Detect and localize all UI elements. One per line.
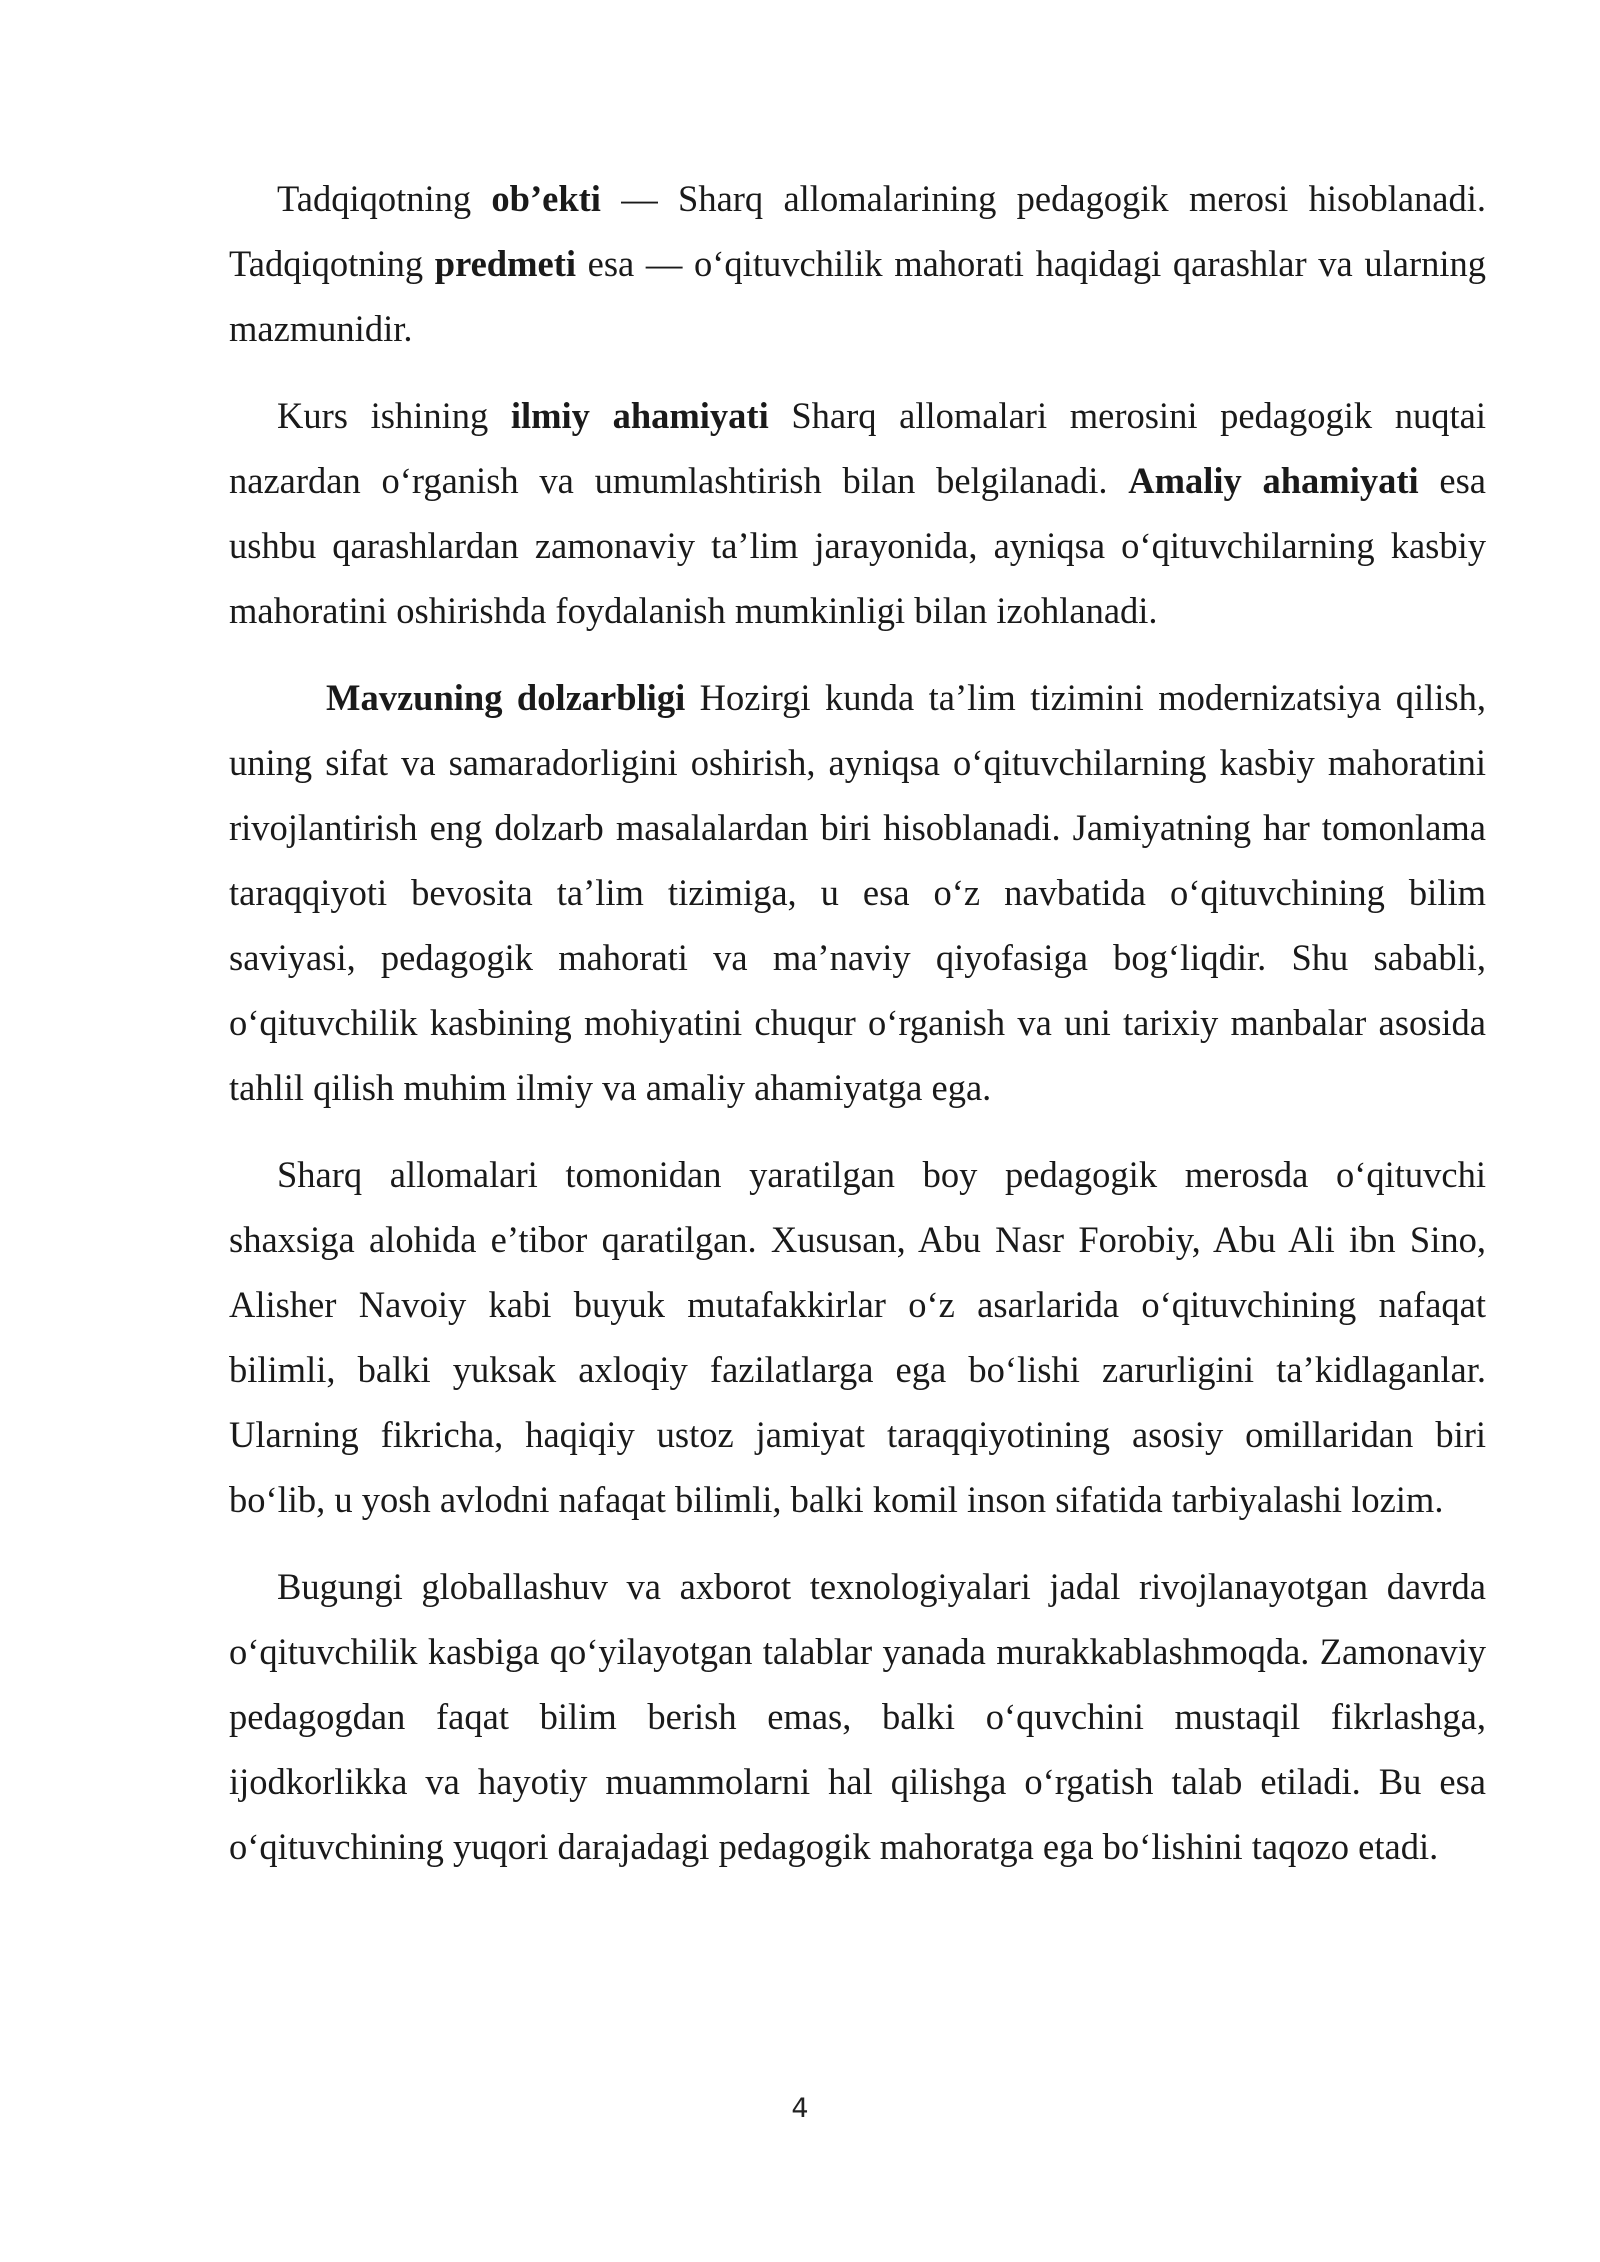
- bold-term-relevance: Mavzuning dolzarbligi: [326, 677, 686, 718]
- bold-term-practical-significance: Amaliy ahamiyati: [1128, 460, 1419, 501]
- paragraph-globalization: Bugungi globallashuv va axborot texnologiyalari jadal rivojlanayotgan davrda o‘qituvchilik kasbiga qo‘yilayotgan talablar yanada murakkablashmoqda. Zamonaviy pedagogdan faqat bilim berish emas, balki o‘quvchini mustaqil fikrlashga, ijodkorlikka va hayotiy muammolarni hal qilishga o‘rgatish talab etiladi. Bu esa o‘qituvchining yuqori darajadagi pedagogik mahoratga ega bo‘lishini taqozo etadi.: [229, 1566, 1486, 1867]
- body-text: [229, 166, 1486, 1901]
- paragraph-research-object: Tadqiqotning ob’ekti — Sharq allomalarining pedagogik merosi hisoblanadi. Tadqiqotning predmeti esa — o‘qituvchilik mahorati haqidagi qarashlar va ularning mazmunidir.: [229, 178, 1487, 349]
- paragraph-significance: Kurs ishining ilmiy ahamiyati Sharq allomalari merosini pedagogik nuqtai nazardan o‘rganish va umumlashtirish bilan belgilanadi. Amaliy ahamiyati esa ushbu qarashlardan zamonaviy ta’lim jarayonida, ayniqsa o‘qituvchilarning kasbiy mahoratini oshirishda foydalanish mumkinligi bilan izohlanadi.: [229, 395, 1487, 631]
- page-number: 4: [791, 2093, 809, 2124]
- paragraph-relevance: Mavzuning dolzarbligi Hozirgi kunda ta’lim tizimini modernizatsiya qilish, uning sifat va samaradorligini oshirish, ayniqsa o‘qituvchilarning kasbiy mahoratini rivojlantirish eng dolzarb masalalardan biri hisoblanadi. Jamiyatning har tomonlama taraqqiyoti bevosita ta’lim tizimiga, u esa o‘z navbatida o‘qituvchining bilim saviyasi, pedagogik mahorati va ma’naviy qiyofasiga bog‘liqdir. Shu sababli, o‘qituvchilik kasbining mohiyatini chuqur o‘rganish va uni tarixiy manbalar asosida tahlil qilish muhim ilmiy va amaliy ahamiyatga ega.: [229, 677, 1486, 1108]
- paragraph-eastern-scholars: Sharq allomalari tomonidan yaratilgan boy pedagogik merosda o‘qituvchi shaxsiga alohida e’tibor qaratilgan. Xususan, Abu Nasr Forobiy, Abu Ali ibn Sino, Alisher Navoiy kabi buyuk mutafakkirlar o‘z asarlarida o‘qituvchining nafaqat bilimli, balki yuksak axloqiy fazilatlarga ega bo‘lishi zarurligini ta’kidlaganlar. Ularning fikricha, haqiqiy ustoz jamiyat taraqqiyotining asosiy omillaridan biri bo‘lib, u yosh avlodni nafaqat bilimli, balki komil inson sifatida tarbiyalashi lozim.: [229, 1154, 1486, 1520]
- bold-term-scientific-significance: ilmiy ahamiyati: [510, 395, 769, 436]
- bold-term-subject: predmeti: [434, 243, 577, 284]
- bold-term-object: ob’ekti: [491, 178, 601, 219]
